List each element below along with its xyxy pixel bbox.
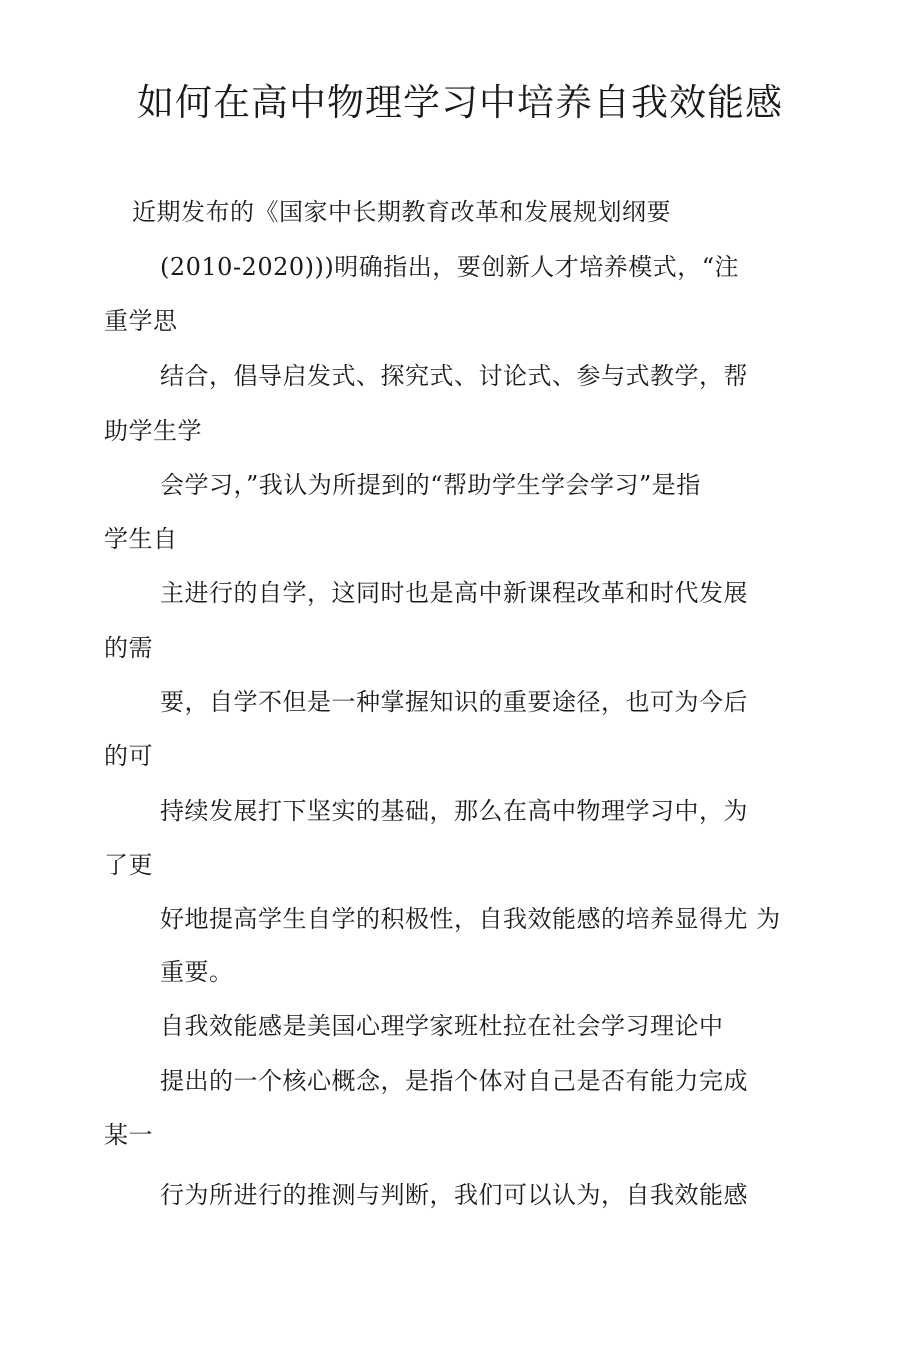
text-line: 了更 — [104, 851, 153, 879]
text-line: 好地提高学生自学的积极性，自我效能感的培养显得尤 为 — [160, 905, 781, 933]
text-line: 主进行的自学，这同时也是高中新课程改革和时代发展 — [160, 579, 748, 607]
text-line: 学生自 — [104, 525, 178, 553]
document-title: 如何在高中物理学习中培养自我效能感 — [137, 81, 783, 124]
text-line: 要，自学不但是一种掌握知识的重要途径，也可为今后 — [160, 688, 748, 716]
text-line: 自我效能感是美国心理学家班杜拉在社会学习理论中 — [160, 1012, 724, 1040]
text-line: 结合，倡导启发式、探究式、讨论式、参与式教学，帮 — [160, 362, 748, 390]
text-line: 持续发展打下坚实的基础，那么在高中物理学习中，为 — [160, 797, 748, 825]
text-line: 的需 — [104, 634, 153, 662]
text-line: 的可 — [104, 742, 153, 770]
text-line: 会学习，”我认为所提到的“帮助学生学会学习”是指 — [160, 471, 701, 499]
text-line: 提出的一个核心概念，是指个体对自己是否有能力完成 — [160, 1067, 748, 1095]
text-line: 助学生学 — [104, 417, 202, 445]
text-line: 近期发布的《国家中长期教育改革和发展规划纲要 — [132, 198, 671, 226]
text-line: 重学思 — [104, 307, 178, 335]
text-line: 行为所进行的推测与判断，我们可以认为，自我效能感 — [160, 1181, 748, 1209]
text-line: 重要。 — [160, 958, 234, 986]
text-line: 某一 — [104, 1121, 153, 1149]
text-line: (2010-2020)))明确指出，要创新人才培养模式，“注 — [160, 253, 739, 281]
